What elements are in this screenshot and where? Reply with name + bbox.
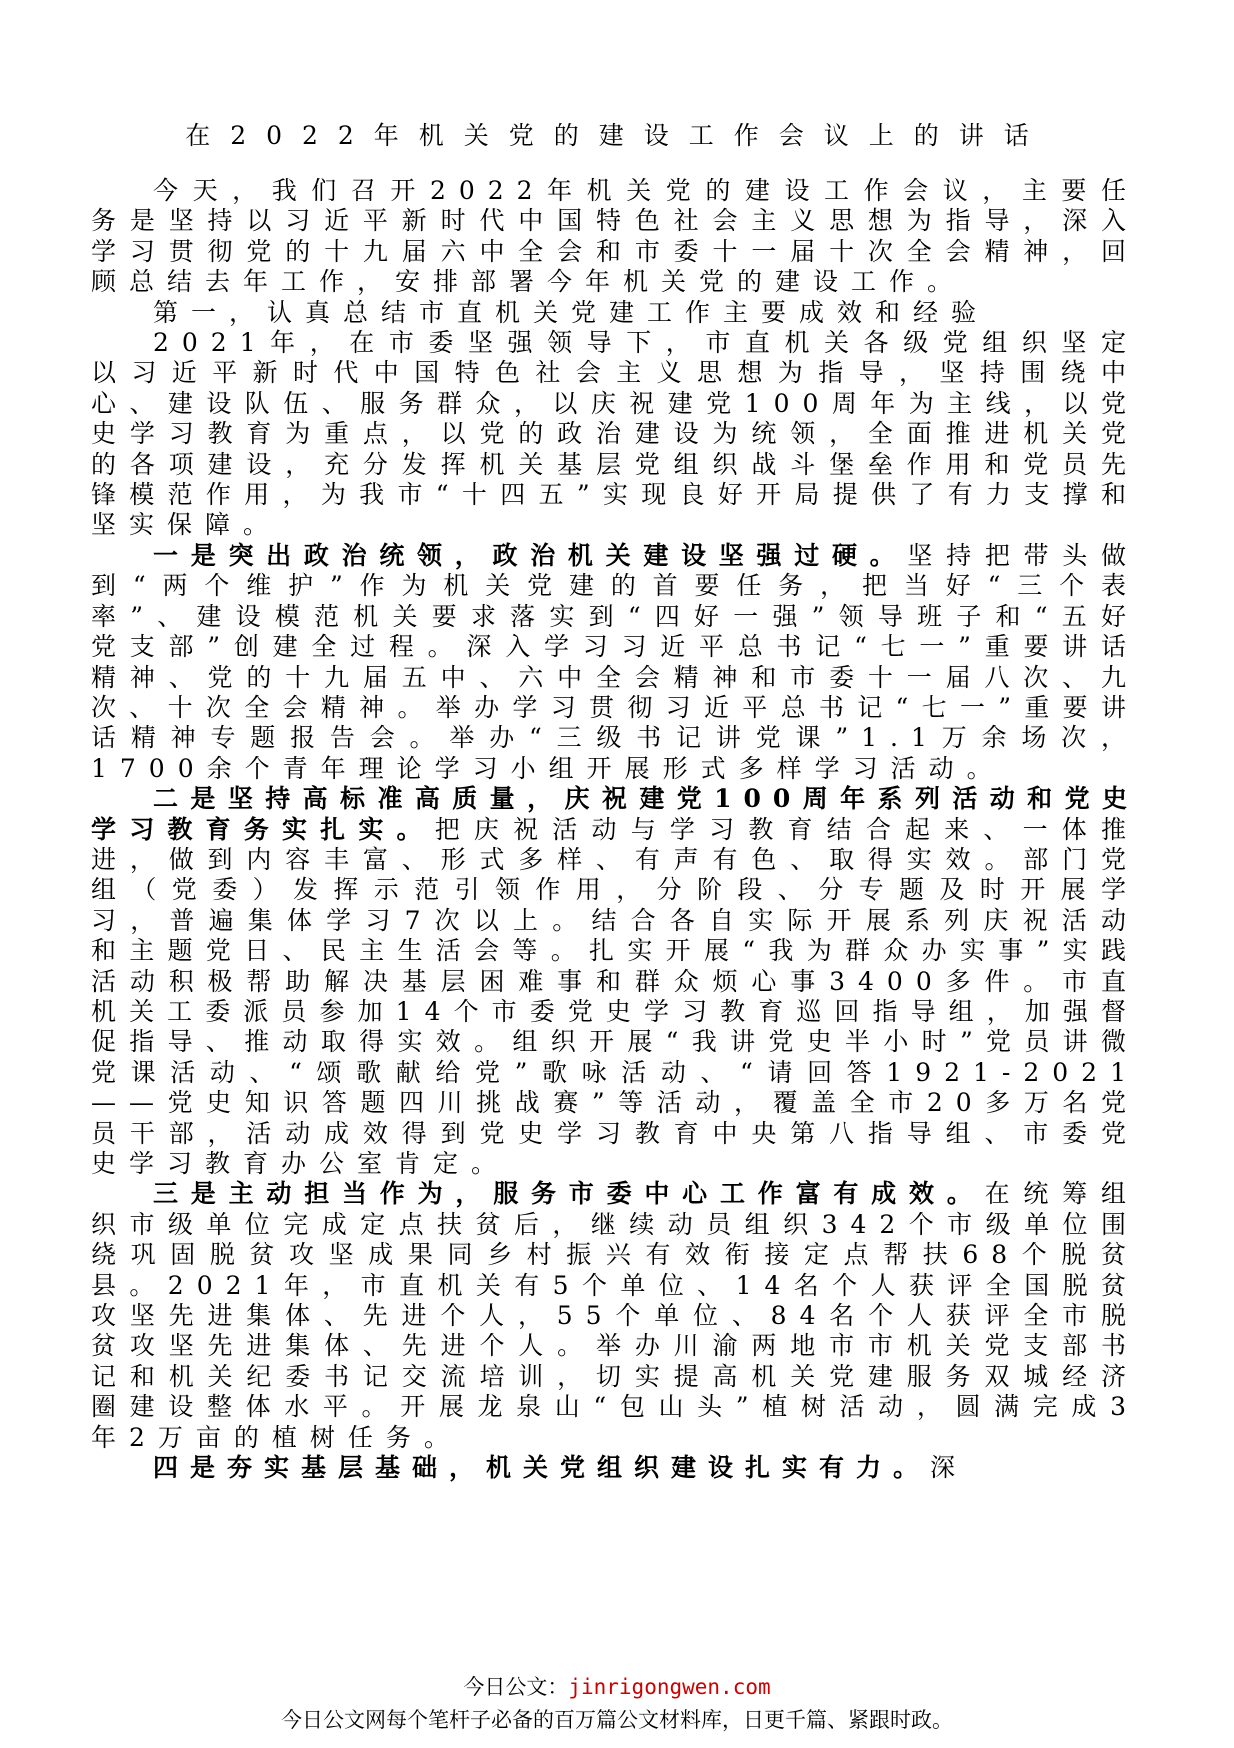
page-footer [0, 1672, 1234, 1738]
paragraph-text: 在统筹组织市级单位完成定点扶贫后，继续动员组织342个市级单位围绕巩固脱贫攻坚成果同乡村振兴有效衔接定点帮扶68个脱贫县。2021年，市直机关有5个单位、14名个人获评全国脱贫攻坚先进集体、先进个人，55个单位、84名个人获评全市脱贫攻坚先进集体、先进个人。举办川渝两地市市机关党支部书记和机关纪委书记交流培训，切实提高机关党建服务双城经济圈建设整体水平。开展龙泉山“包山头”植树活动，圆满完成3年2万亩的植树任务。 [91, 1179, 1139, 1452]
paragraph-section-heading [91, 298, 1139, 328]
paragraph-text: 把庆祝活动与学习教育结合起来、一体推进，做到内容丰富、形式多样、有声有色、取得实效。部门党组（党委）发挥示范引领作用，分阶段、分专题及时开展学习，普遍集体学习7次以上。结合各自实际开展系列庆祝活动和主题党日、民主生活会等。扎实开展“我为群众办实事”实践活动积极帮助解决基层困难事和群众烦心事3400多件。市直机关工委派员参加14个市委党史学习教育巡回指导组，加强督促指导、推动取得实效。组织开展“我讲党史半小时”党员讲微党课活动、“颂歌献给党”歌咏活动、“请回答1921-2021——党史知识答题四川挑战赛”等活动，覆盖全市20多万名党员干部，活动成效得到党史学习教育中央第八指导组、市委党史学习教育办公室肯定。 [91, 814, 1139, 1178]
paragraph-text: 今天，我们召开2022年机关党的建设工作会议，主要任务是坚持以习近平新时代中国特色社会主义思想为指导，深入学习贯彻党的十九届六中全会和市委十一届十次全会精神，回顾总结去年工作，安排部署今年机关党的建设工作。 [91, 176, 1139, 297]
paragraph-text: 2021年，在市委坚强领导下，市直机关各级党组织坚定以习近平新时代中国特色社会主义思想为指导，坚持围绕中心、建设队伍、服务群众，以庆祝建党100周年为主线，以党史学习教育为重点，以党的政治建设为统领，全面推进机关党的各项建设，充分发挥机关基层党组织战斗堡垒作用和党员先锋模范作用，为我市“十四五”实现良好开局提供了有力支撑和坚实保障。 [91, 328, 1139, 540]
document-body [91, 176, 1139, 1483]
paragraph-text: 坚持把带头做到“两个维护”作为机关党建的首要任务，把当好“三个表率”、建设模范机关要求落实到“四好一强”领导班子和“五好党支部”创建全过程。深入学习习近平总书记“七一”重要讲话精神、党的十九届五中、六中全会精神和市委十一届八次、九次、十次全会精神。举办学习贯彻习近平总书记“七一”重要讲话精神专题报告会。举办“三级书记讲党课”1.1万余场次，1700余个青年理论学习小组开展形式多样学习活动。 [91, 540, 1139, 783]
paragraph-text: 第一，认真总结市直机关党建工作主要成效和经验 [153, 297, 990, 327]
paragraph-point-1 [91, 541, 1139, 784]
paragraph-point-4 [91, 1453, 1139, 1483]
paragraph-text: 深 [930, 1453, 969, 1483]
footer-url-link[interactable]: jinrigongwen.com [568, 1675, 771, 1699]
paragraph-summary [91, 328, 1139, 541]
paragraph-lead: 二是坚持高标准高质量，庆祝建党100周年系列活动和党史学习教育务实扎实。 [91, 784, 1139, 844]
footer-slogan: 今日公文网每个笔杆子必备的百万篇公文材料库，日更千篇、紧跟时政。 [281, 1708, 953, 1732]
footer-prefix: 今日公文： [463, 1675, 569, 1699]
paragraph-lead: 三是主动担当作为，服务市委中心工作富有成效。 [153, 1179, 985, 1209]
paragraph-lead: 一是突出政治统领，政治机关建设坚强过硬。 [153, 540, 908, 570]
paragraph-point-3 [91, 1179, 1139, 1453]
footer-source-line [0, 1672, 1234, 1702]
paragraph-intro [91, 176, 1139, 298]
document-title: 在2022年机关党的建设工作会议上的讲话 [185, 121, 1049, 150]
paragraph-point-2 [91, 784, 1139, 1179]
paragraph-lead: 四是夯实基层基础，机关党组织建设扎实有力。 [153, 1453, 931, 1483]
